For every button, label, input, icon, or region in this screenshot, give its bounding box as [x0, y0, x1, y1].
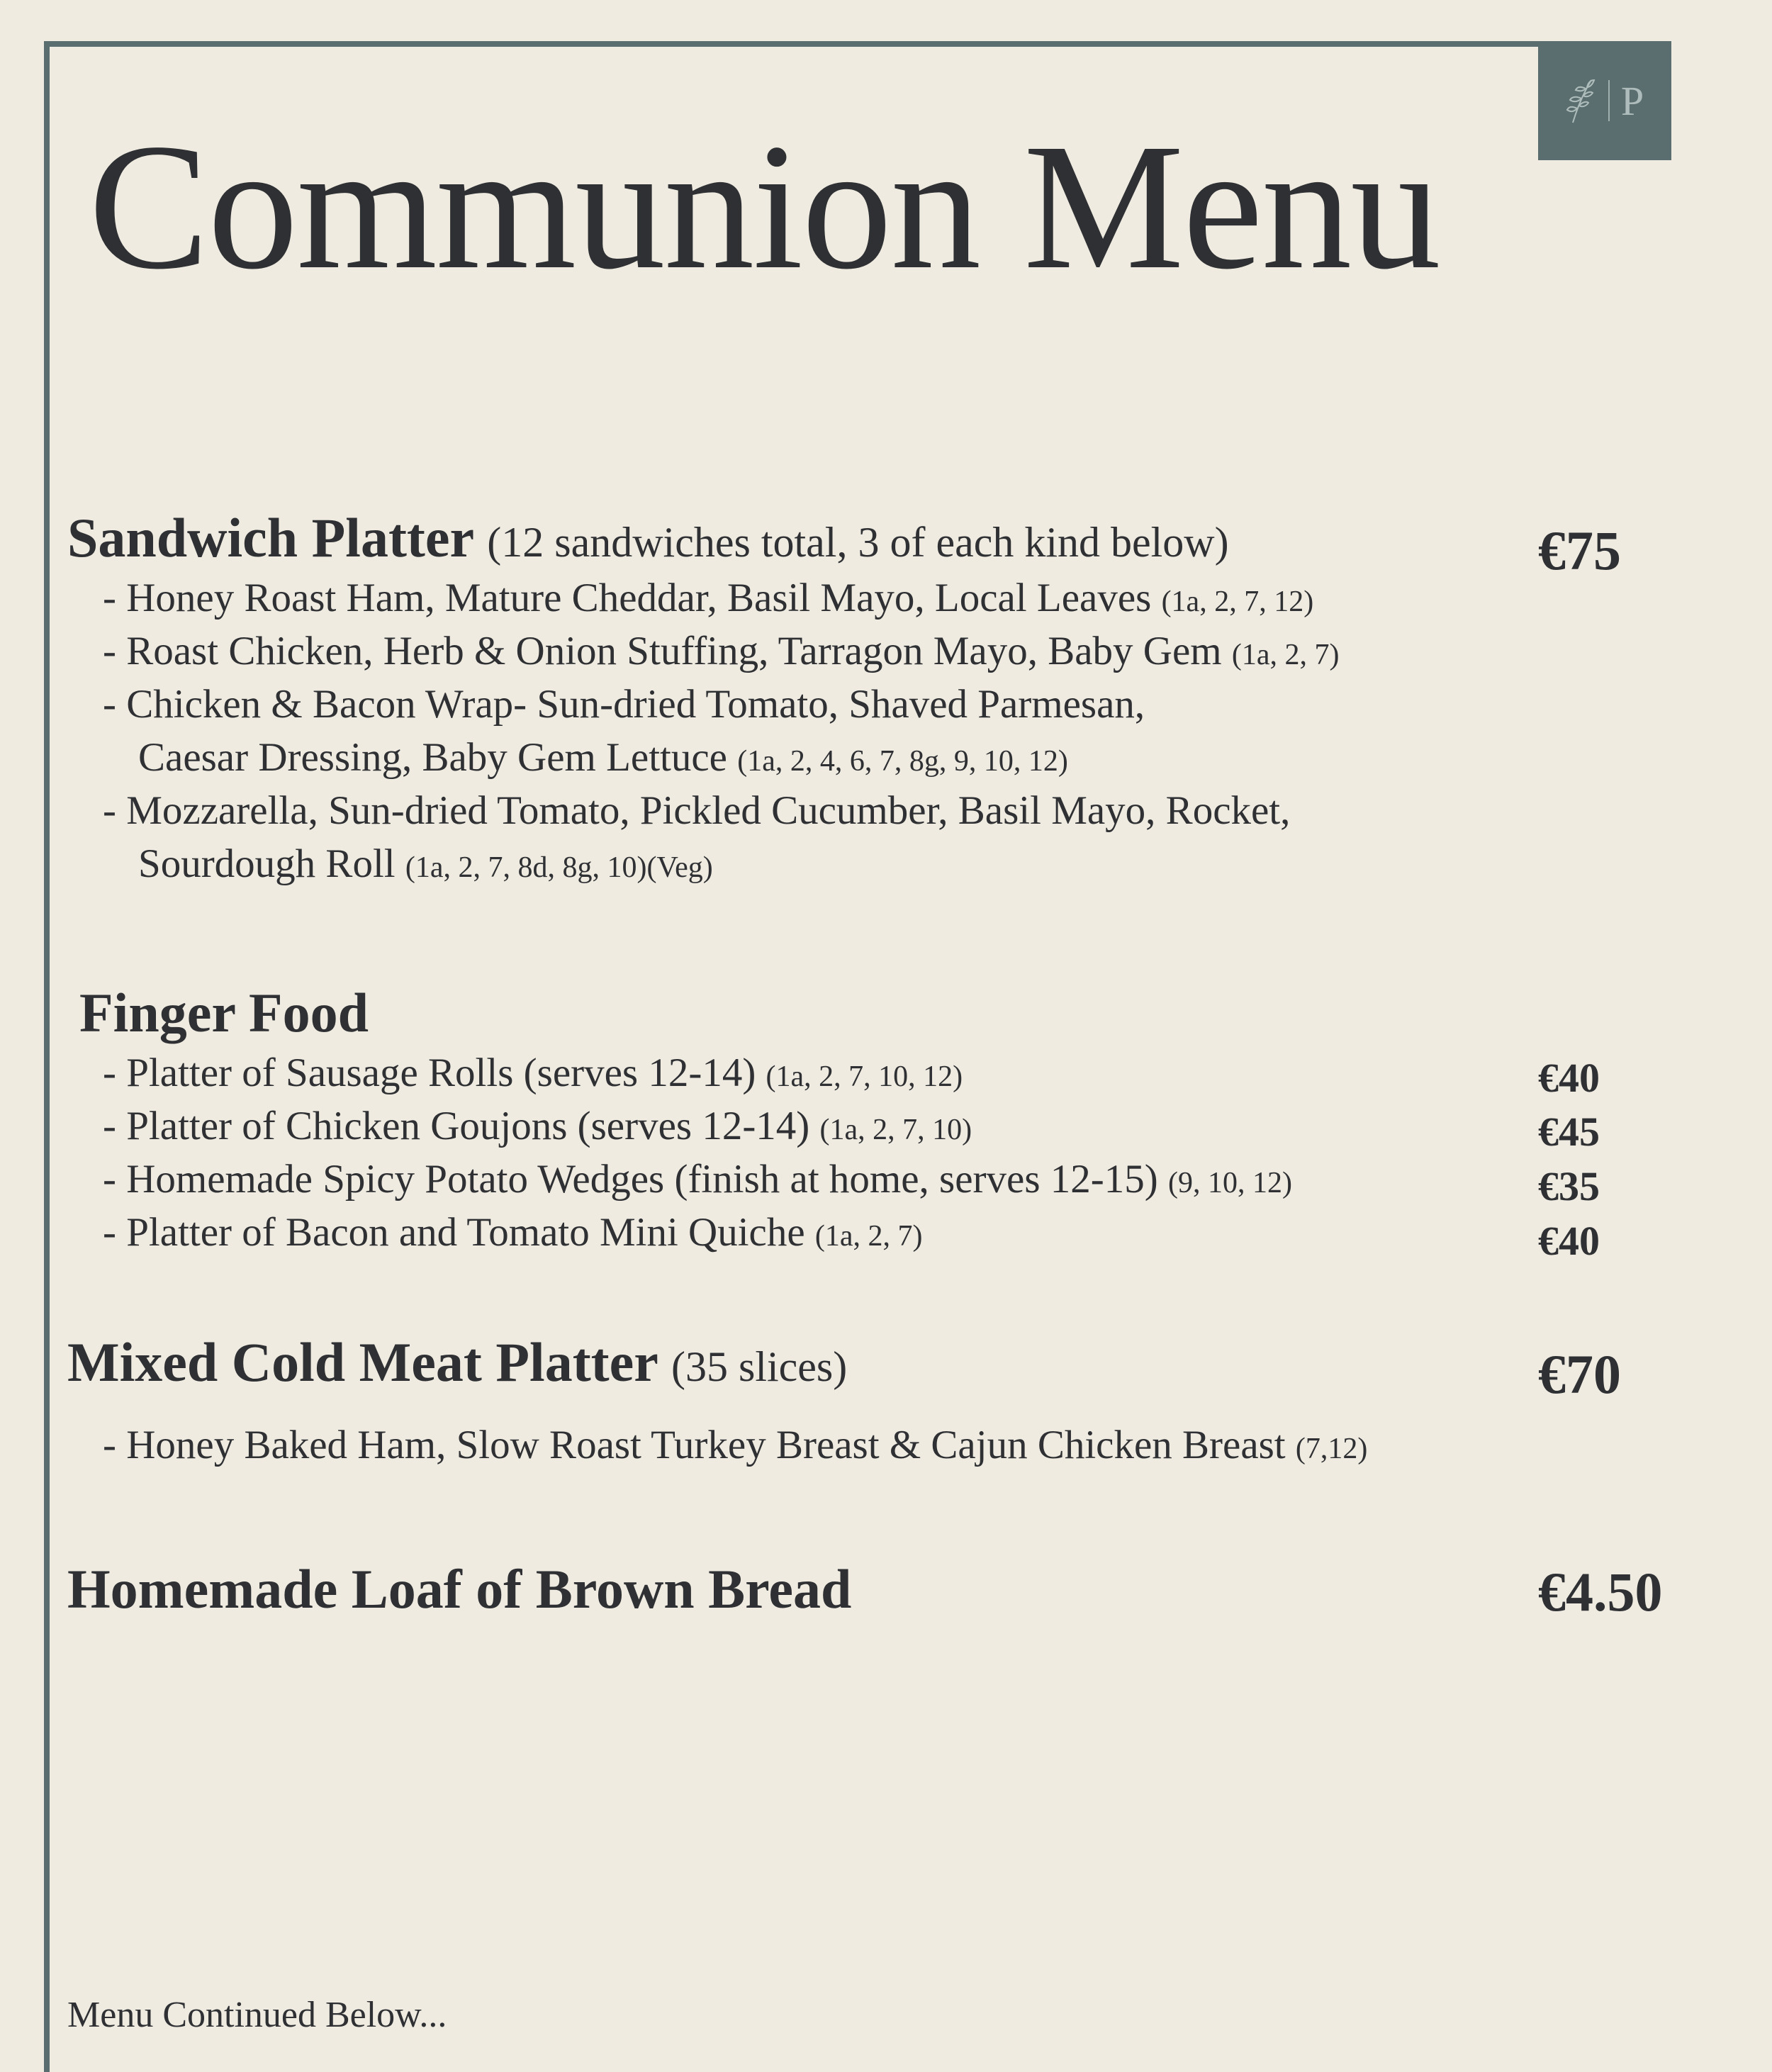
frame-top-border: [44, 41, 1540, 47]
cold-meat-price: €70: [1538, 1343, 1621, 1405]
sandwich-line: - Chicken & Bacon Wrap- Sun-dried Tomato, Shaved Parmesan,: [103, 682, 1145, 727]
brand-logo: [1538, 41, 1671, 160]
logo-divider: [1608, 80, 1610, 121]
brown-bread-heading: Homemade Loaf of Brown Bread: [67, 1558, 852, 1620]
finger-food-price: €45: [1538, 1109, 1600, 1155]
sandwich-line: - Honey Roast Ham, Mature Cheddar, Basil Mayo, Local Leaves (1a, 2, 7, 12): [103, 576, 1314, 620]
sandwich-line: Sourdough Roll (1a, 2, 7, 8d, 8g, 10)(Veg): [138, 841, 713, 886]
menu-continued-note: Menu Continued Below...: [67, 1995, 447, 2035]
sandwich-platter-heading: [67, 507, 1229, 569]
sandwich-platter-title: Sandwich Platter: [67, 507, 473, 569]
finger-food-price: €40: [1538, 1218, 1600, 1264]
finger-food-item: - Platter of Chicken Goujons (serves 12-14) (1a, 2, 7, 10): [103, 1104, 972, 1148]
cold-meat-heading: [67, 1331, 848, 1393]
finger-food-price: €40: [1538, 1055, 1600, 1101]
sandwich-line: - Mozzarella, Sun-dried Tomato, Pickled Cucumber, Basil Mayo, Rocket,: [103, 788, 1291, 833]
finger-food-item: - Platter of Sausage Rolls (serves 12-14) (1a, 2, 7, 10, 12): [103, 1051, 963, 1095]
finger-food-item: - Platter of Bacon and Tomato Mini Quiche (1a, 2, 7): [103, 1210, 923, 1255]
cold-meat-line: - Honey Baked Ham, Slow Roast Turkey Breast & Cajun Chicken Breast (7,12): [103, 1423, 1368, 1467]
logo-letter: P: [1620, 77, 1644, 124]
sprig-icon: [1566, 77, 1597, 124]
finger-food-price: €35: [1538, 1163, 1600, 1209]
finger-food-heading: Finger Food: [79, 982, 369, 1043]
finger-food-item: - Homemade Spicy Potato Wedges (finish at home, serves 12-15) (9, 10, 12): [103, 1157, 1292, 1202]
brown-bread-price: €4.50: [1538, 1561, 1663, 1623]
cold-meat-title: Mixed Cold Meat Platter: [67, 1331, 658, 1393]
sandwich-platter-price: €75: [1538, 520, 1621, 581]
cold-meat-note: (35 slices): [671, 1343, 848, 1390]
sandwich-line: - Roast Chicken, Herb & Onion Stuffing, Tarragon Mayo, Baby Gem (1a, 2, 7): [103, 629, 1340, 673]
sandwich-platter-note: (12 sandwiches total, 3 of each kind below): [487, 519, 1229, 566]
sandwich-line: Caesar Dressing, Baby Gem Lettuce (1a, 2, 4, 6, 7, 8g, 9, 10, 12): [138, 735, 1068, 780]
frame-left-border: [44, 41, 50, 2072]
page-title: Communion Menu: [89, 107, 1440, 307]
